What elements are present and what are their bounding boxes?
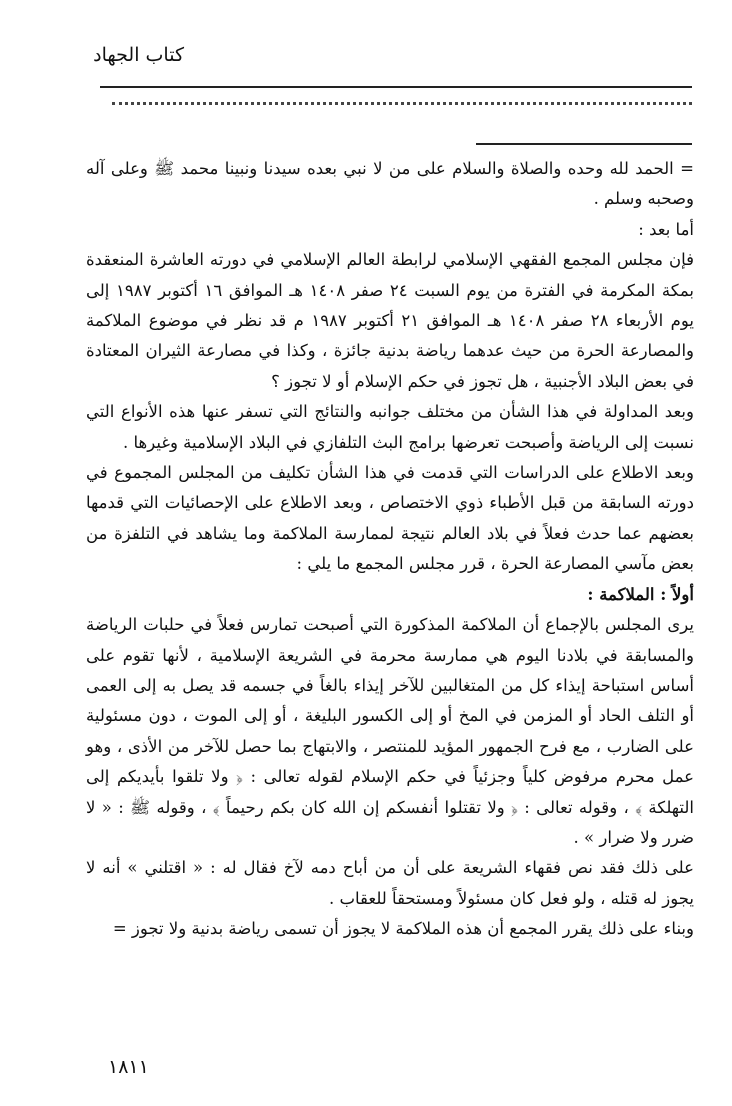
- paragraph-deliberation: وبعد المداولة في هذا الشأن من مختلف جوانبه والنتائج التي تسفر عنها هذه الأنواع التي نسبت إلى الرياضة وأصبحت تعرضها برامج البث التلفازي في البلاد الإسلامية وغيرها .: [86, 402, 694, 452]
- paragraph-opening: = الحمد لله وحده والصلاة والسلام على من لا نبي بعده سيدنا ونبينا محمد ﷺ وعلى آله وصحبه وسلم .: [86, 159, 694, 209]
- section-heading-boxing: أولاً : الملاكمة :: [587, 584, 694, 604]
- paragraph-council-intro: فإن مجلس المجمع الفقهي الإسلامي لرابطة العالم الإسلامي في دورته العاشرة المنعقدة بمكة المكرمة في الفترة من يوم السبت ٢٤ صفر ١٤٠٨ هـ الموافق ١٦ أكتوبر ١٩٨٧ إلى يوم الأربعاء ٢٨ صفر ١٤٠٨ هـ الموافق ٢١ أكتوبر ١٩٨٧ م قد نظر في موضوع الملاكمة والمصارعة الحرة من حيث عدهما رياضة بدنية جائزة ، وكذا في مصارعة الثيران المعتادة في بعض البلاد الأجنبية ، هل تجوز في حكم الإسلام أو لا تجوز ؟: [86, 250, 694, 391]
- paragraph-boxing-ruling: يرى المجلس بالإجماع أن الملاكمة المذكورة التي أصبحت تمارس فعلاً في حلبات الرياضة والمسابقة في بلادنا اليوم هي ممارسة محرمة في الشريعة الإسلامية ، لأنها تقوم على أساس استباحة إيذاء كل من المتغالبين للآخر إيذاء بالغاً في جسمه قد يصل به إلى العمى أو التلف الحاد أو المزمن في المخ أو إلى الكسور البليغة ، أو إلى الموت ، دون مسئولية على الضارب ، مع فرح الجمهور المؤيد للمنتصر ، والابتهاج بما حصل للآخر من الأذى ، وهو عمل محرم مرفوض كلياً وجزئياً في حكم الإسلام لقوله تعالى : ﴿ ولا تلقوا بأيديكم إلى التهلكة ﴾ ، وقوله تعالى : ﴿ ولا تقتلوا أنفسكم إن الله كان بكم رحيماً ﴾ ، وقوله ﷺ : « لا ضرر ولا ضرار » .: [86, 615, 694, 847]
- footnote-rule: [476, 143, 692, 145]
- paragraph-jurists: على ذلك فقد نص فقهاء الشريعة على أن من أباح دمه لآخ فقال له : « اقتلني » أنه لا يجوز له قتله ، ولو فعل كان مسئولاً ومستحقاً للعقاب .: [86, 858, 694, 908]
- paragraph-conclusion: وبناء على ذلك يقرر المجمع أن هذه الملاكمة لا يجوز أن تسمى رياضة بدنية ولا تجوز =: [112, 919, 694, 939]
- page-number: ١٨١١: [108, 1056, 149, 1078]
- header-rule: [100, 86, 692, 88]
- dotted-separator: [112, 102, 692, 119]
- running-header-title: كتاب الجهاد: [93, 44, 184, 66]
- paragraph-amma-baad: أما بعد :: [638, 219, 694, 239]
- body-text: [86, 154, 694, 945]
- paragraph-studies: وبعد الاطلاع على الدراسات التي قدمت في هذا الشأن تكليف من المجلس المجموع في دورته السابقة من قبل الأطباء ذوي الاختصاص ، وبعد الاطلاع على الإحصائيات التي قدمها بعضهم عما حدث فعلاً في بلاد العالم نتيجة لممارسة الملاكمة وما يشاهد في التلفزة من بعض مآسي المصارعة الحرة ، قرر مجلس المجمع ما يلي :: [86, 463, 694, 574]
